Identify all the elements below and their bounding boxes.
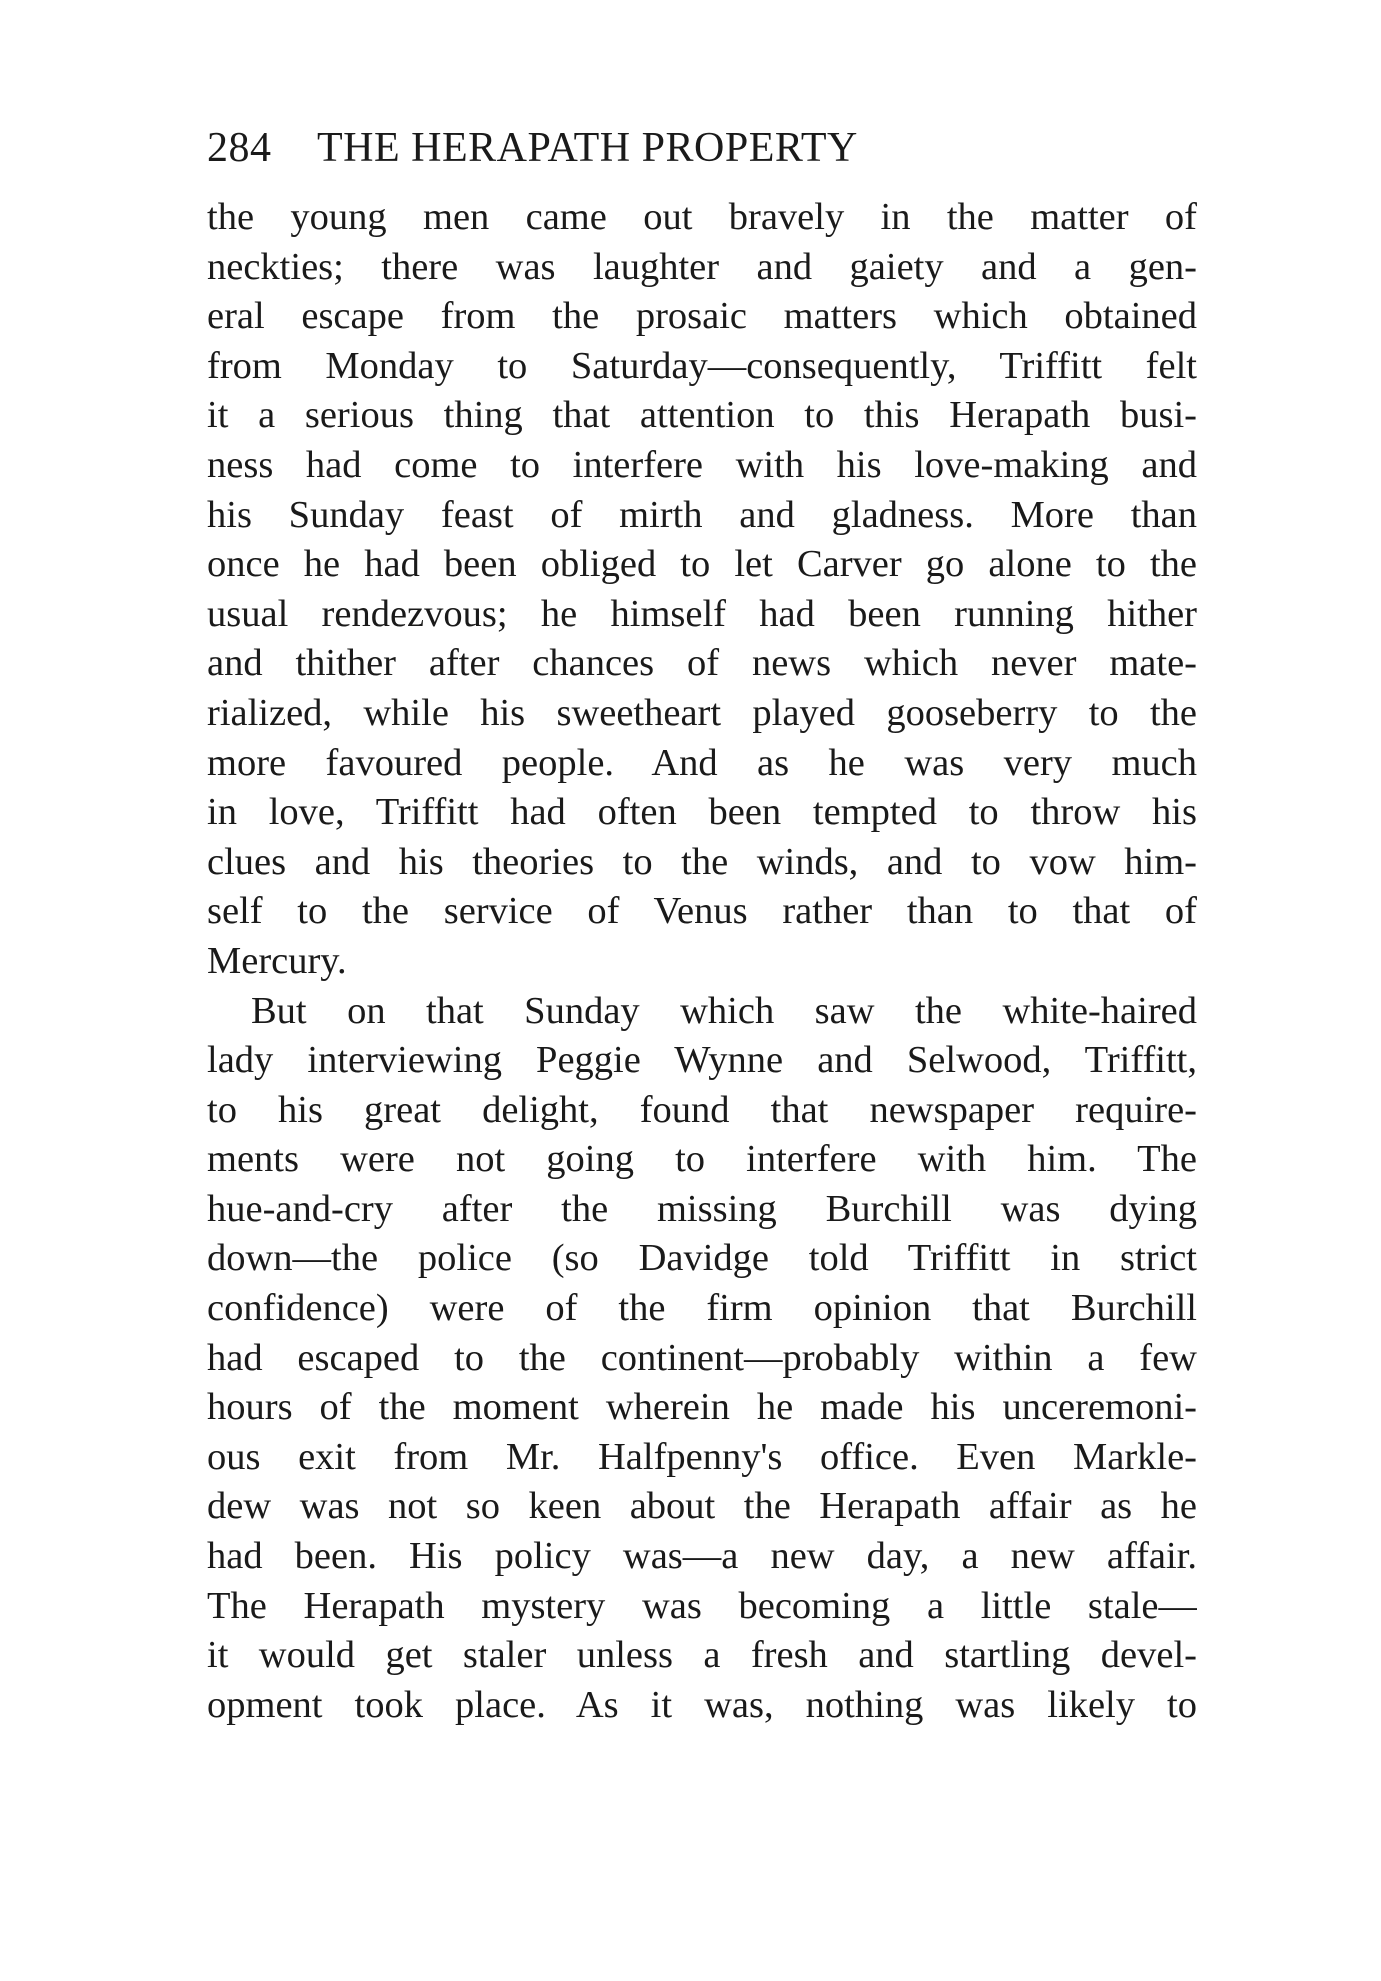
text-line: lady interviewing Peggie Wynne and Selwood, Triffitt, xyxy=(207,1039,1197,1082)
text-line: ness had come to interfere with his love-making and xyxy=(207,443,1197,486)
text-line: once he had been obliged to let Carver go alone to the xyxy=(207,543,1197,586)
text-line: down—the police (so Davidge told Triffitt in strict xyxy=(207,1237,1197,1280)
running-head xyxy=(207,118,1197,178)
text-line: rialized, while his sweetheart played gooseberry to the xyxy=(207,691,1197,734)
text-line: dew was not so keen about the Herapath affair as he xyxy=(207,1485,1197,1528)
text-line: neckties; there was laughter and gaiety and a gen- xyxy=(207,245,1197,288)
text-line: hours of the moment wherein he made his unceremoni- xyxy=(207,1386,1197,1429)
text-line: ous exit from Mr. Halfpenny's office. Even Markle- xyxy=(207,1435,1197,1478)
text-line: ments were not going to interfere with him. The xyxy=(207,1138,1197,1181)
text-line: more favoured people. And as he was very much xyxy=(207,741,1197,784)
text-line: it would get staler unless a fresh and startling devel- xyxy=(207,1634,1197,1677)
text-line: from Monday to Saturday—consequently, Triffitt felt xyxy=(207,344,1197,387)
text-line: in love, Triffitt had often been tempted to throw his xyxy=(207,791,1197,834)
text-line: Mercury. xyxy=(207,939,347,982)
text-line: eral escape from the prosaic matters which obtained xyxy=(207,295,1197,338)
text-line: The Herapath mystery was becoming a little stale— xyxy=(207,1584,1197,1627)
text-line: to his great delight, found that newspaper require- xyxy=(207,1088,1197,1131)
page-number: 284 xyxy=(207,125,272,171)
text-line: the young men came out bravely in the matter of xyxy=(207,196,1197,238)
text-line: usual rendezvous; he himself had been running hither xyxy=(207,592,1197,635)
running-title: THE HERAPATH PROPERTY xyxy=(317,125,858,171)
text-line: clues and his theories to the winds, and to vow him- xyxy=(207,840,1197,883)
text-line: had been. His policy was—a new day, a new affair. xyxy=(207,1535,1197,1578)
text-line: confidence) were of the firm opinion that Burchill xyxy=(207,1287,1197,1330)
text-line: his Sunday feast of mirth and gladness. More than xyxy=(207,493,1197,536)
text-line: hue-and-cry after the missing Burchill was dying xyxy=(207,1187,1197,1230)
body-text xyxy=(207,193,1197,1730)
text-line: it a serious thing that attention to this Herapath busi- xyxy=(207,394,1197,437)
text-line: had escaped to the continent—probably within a few xyxy=(207,1336,1197,1379)
text-line: opment took place. As it was, nothing was likely to xyxy=(207,1683,1197,1726)
text-line: But on that Sunday which saw the white-haired xyxy=(251,989,1197,1032)
text-line: self to the service of Venus rather than to that of xyxy=(207,890,1197,933)
text-line: and thither after chances of news which never mate- xyxy=(207,642,1197,685)
